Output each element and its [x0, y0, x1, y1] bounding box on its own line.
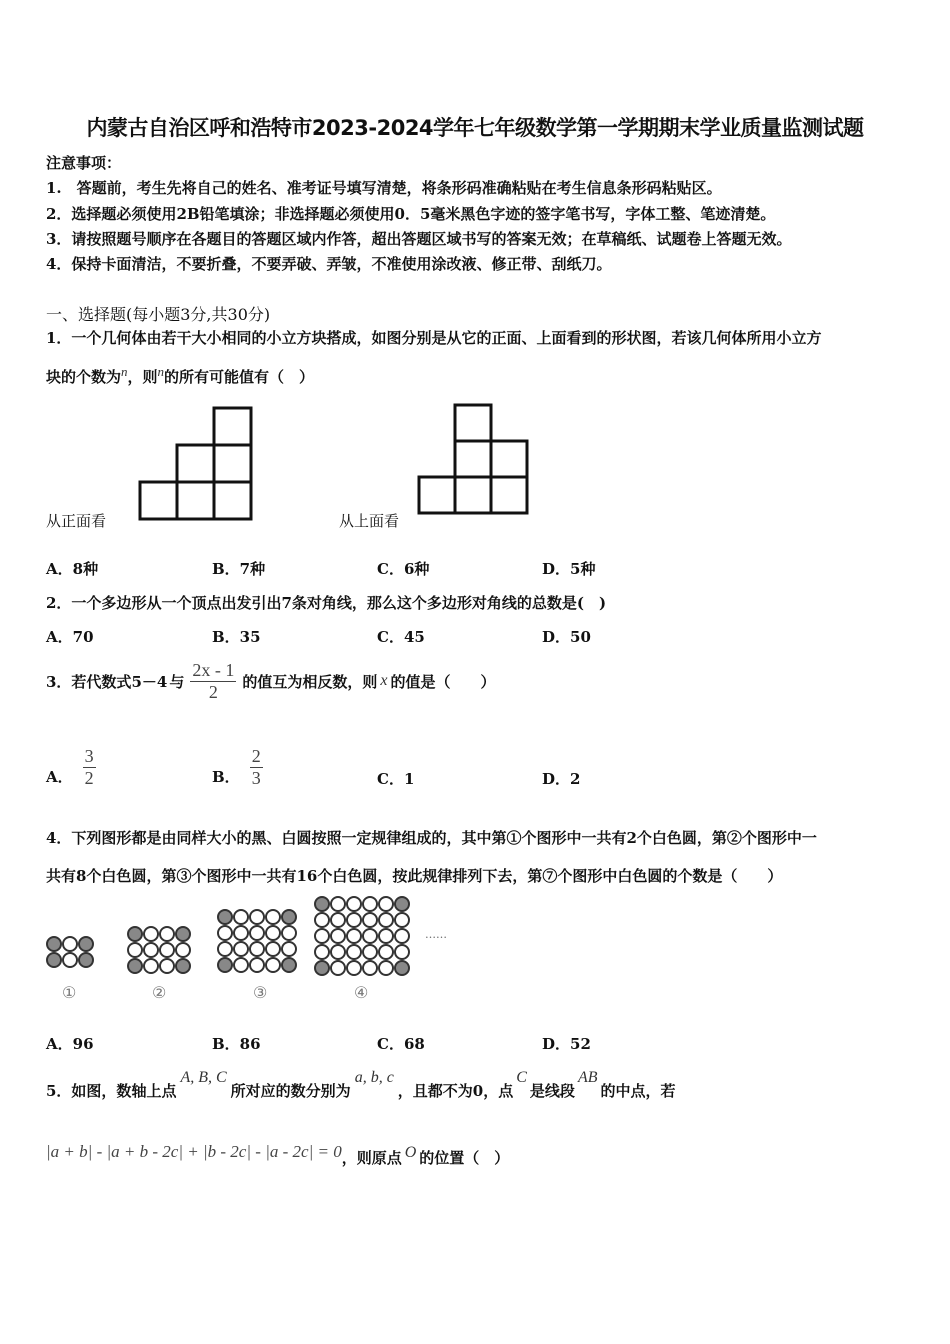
- q4-stem-line1: 4．下列图形都是由同样大小的黑、白圆按照一定规律组成的，其中第①个图形中一共有2个白色圆，第②个图形中一: [46, 829, 817, 847]
- q3-option-c[interactable]: C．1: [377, 770, 415, 788]
- notice-item-4: 4．保持卡面清洁，不要折叠，不要弄破、弄皱，不准使用涂改液、修正带、刮纸刀。: [46, 255, 612, 273]
- white-circle: [362, 912, 378, 928]
- front-view-figure: [135, 400, 265, 525]
- white-circle: [233, 941, 249, 957]
- white-circle: [249, 909, 265, 925]
- white-circle: [62, 936, 78, 952]
- black-circle: [127, 926, 143, 942]
- black-circle: [281, 909, 297, 925]
- white-circle: [330, 944, 346, 960]
- black-circle: [78, 936, 94, 952]
- white-circle: [346, 944, 362, 960]
- q1-option-d[interactable]: D．5种: [542, 560, 596, 578]
- black-circle: [46, 936, 62, 952]
- q4-option-b[interactable]: B．86: [212, 1035, 261, 1053]
- q4-stem-line2: 共有8个白色圆，第③个图形中一共有16个白色圆，按此规律排列下去，第⑦个图形中白色圆的个数是（ ）: [46, 867, 783, 885]
- q3-stem: 3．若代数式5－4 与 $\frac{2x - 1}{2}$ 的值互为相反数，则 x 的值是（ ）: [46, 659, 496, 702]
- white-circle: [330, 960, 346, 976]
- q1-option-b[interactable]: B．7种: [212, 560, 266, 578]
- q2-stem: 2．一个多边形从一个顶点出发引出7条对角线，那么这个多边形对角线的总数是( ): [46, 594, 607, 612]
- white-circle: [175, 942, 191, 958]
- white-circle: [265, 925, 281, 941]
- black-circle: [394, 896, 410, 912]
- white-circle: [265, 909, 281, 925]
- black-circle: [314, 896, 330, 912]
- white-circle: [281, 925, 297, 941]
- q1-option-a[interactable]: A．8种: [46, 560, 99, 578]
- white-circle: [233, 925, 249, 941]
- white-circle: [378, 912, 394, 928]
- white-circle: [362, 896, 378, 912]
- black-circle: [314, 960, 330, 976]
- notice-heading: 注意事项：: [46, 154, 122, 172]
- white-circle: [346, 912, 362, 928]
- top-view-figure: [405, 397, 555, 522]
- q2-option-b[interactable]: B．35: [212, 628, 261, 646]
- white-circle: [233, 909, 249, 925]
- q4-option-c[interactable]: C．68: [377, 1035, 425, 1053]
- white-circle: [217, 925, 233, 941]
- white-circle: [265, 957, 281, 973]
- q5-stem-line2: |a + b| - |a + b - 2c| + |b - 2c| - |a - 2c| = 0，则原点 O 的位置（ ）: [46, 1142, 510, 1167]
- white-circle: [249, 957, 265, 973]
- black-circle: [127, 958, 143, 974]
- white-circle: [362, 960, 378, 976]
- white-circle: [314, 944, 330, 960]
- white-circle: [249, 941, 265, 957]
- q2-option-c[interactable]: C．45: [377, 628, 425, 646]
- white-circle: [378, 896, 394, 912]
- q3-fraction: $\frac{2x - 1}{2}$: [192, 659, 235, 702]
- white-circle: [362, 928, 378, 944]
- white-circle: [281, 941, 297, 957]
- white-circle: [394, 928, 410, 944]
- white-circle: [249, 925, 265, 941]
- white-circle: [62, 952, 78, 968]
- notice-item-2: 2．选择题必须使用2B铅笔填涂；非选择题必须使用0．5毫米黑色字迹的签字笔书写，字体工整、笔迹清楚。: [46, 205, 776, 223]
- white-circle: [394, 944, 410, 960]
- white-circle: [378, 928, 394, 944]
- pattern-label-2: ②: [152, 983, 167, 1002]
- white-circle: [346, 960, 362, 976]
- q3-option-a[interactable]: A． $\frac{3}{2}$: [46, 745, 94, 788]
- white-circle: [314, 928, 330, 944]
- q1-stem-line1: 1．一个几何体由若干大小相同的小立方块搭成，如图分别是从它的正面、上面看到的形状图，若该几何体所用小立方: [46, 329, 822, 347]
- black-circle: [78, 952, 94, 968]
- white-circle: [159, 958, 175, 974]
- front-view-caption: 从正面看: [46, 512, 107, 530]
- white-circle: [127, 942, 143, 958]
- q1-stem-line2: 块的个数为n，则n的所有可能值有（ ）: [46, 364, 315, 386]
- white-circle: [314, 912, 330, 928]
- white-circle: [233, 957, 249, 973]
- pattern-label-1: ①: [62, 983, 77, 1002]
- notice-item-1: 1. 答题前，考生先将自己的姓名、准考证号填写清楚，将条形码准确粘贴在考生信息条形码粘贴区。: [46, 179, 722, 197]
- white-circle: [143, 926, 159, 942]
- section-heading: 一、选择题(每小题3分,共30分): [46, 305, 271, 324]
- white-circle: [346, 896, 362, 912]
- white-circle: [217, 941, 233, 957]
- black-circle: [281, 957, 297, 973]
- q1-option-c[interactable]: C．6种: [377, 560, 430, 578]
- white-circle: [159, 926, 175, 942]
- white-circle: [143, 942, 159, 958]
- white-circle: [330, 896, 346, 912]
- white-circle: [159, 942, 175, 958]
- q3-option-b[interactable]: B． $\frac{2}{3}$: [212, 745, 261, 788]
- q2-option-a[interactable]: A．70: [46, 628, 94, 646]
- notice-item-3: 3．请按照题号顺序在各题目的答题区域内作答，超出答题区域书写的答案无效；在草稿纸、试题卷上答题无效。: [46, 230, 792, 248]
- white-circle: [143, 958, 159, 974]
- q4-option-a[interactable]: A．96: [46, 1035, 94, 1053]
- white-circle: [378, 960, 394, 976]
- q4-option-d[interactable]: D．52: [542, 1035, 591, 1053]
- black-circle: [175, 926, 191, 942]
- pattern-label-3: ③: [253, 983, 268, 1002]
- q5-equation: |a + b| - |a + b - 2c| + |b - 2c| - |a - 2c| = 0: [46, 1142, 342, 1161]
- white-circle: [330, 912, 346, 928]
- q2-option-d[interactable]: D．50: [542, 628, 591, 646]
- white-circle: [394, 912, 410, 928]
- black-circle: [217, 909, 233, 925]
- white-circle: [378, 944, 394, 960]
- q3-option-d[interactable]: D．2: [542, 770, 581, 788]
- page-title: 内蒙古自治区呼和浩特市2023-2024学年七年级数学第一学期期末学业质量监测试题: [86, 116, 864, 140]
- white-circle: [362, 944, 378, 960]
- black-circle: [175, 958, 191, 974]
- white-circle: [346, 928, 362, 944]
- white-circle: [330, 928, 346, 944]
- black-circle: [46, 952, 62, 968]
- top-view-caption: 从上面看: [339, 512, 400, 530]
- q5-stem-line1: 5．如图，数轴上点A, B, C所对应的数分别为a, b, c，且都不为0，点C是线段AB的中点，若: [46, 1069, 676, 1100]
- black-circle: [217, 957, 233, 973]
- white-circle: [265, 941, 281, 957]
- black-circle: [394, 960, 410, 976]
- pattern-ellipsis: ……: [425, 928, 447, 941]
- pattern-label-4: ④: [354, 983, 369, 1002]
